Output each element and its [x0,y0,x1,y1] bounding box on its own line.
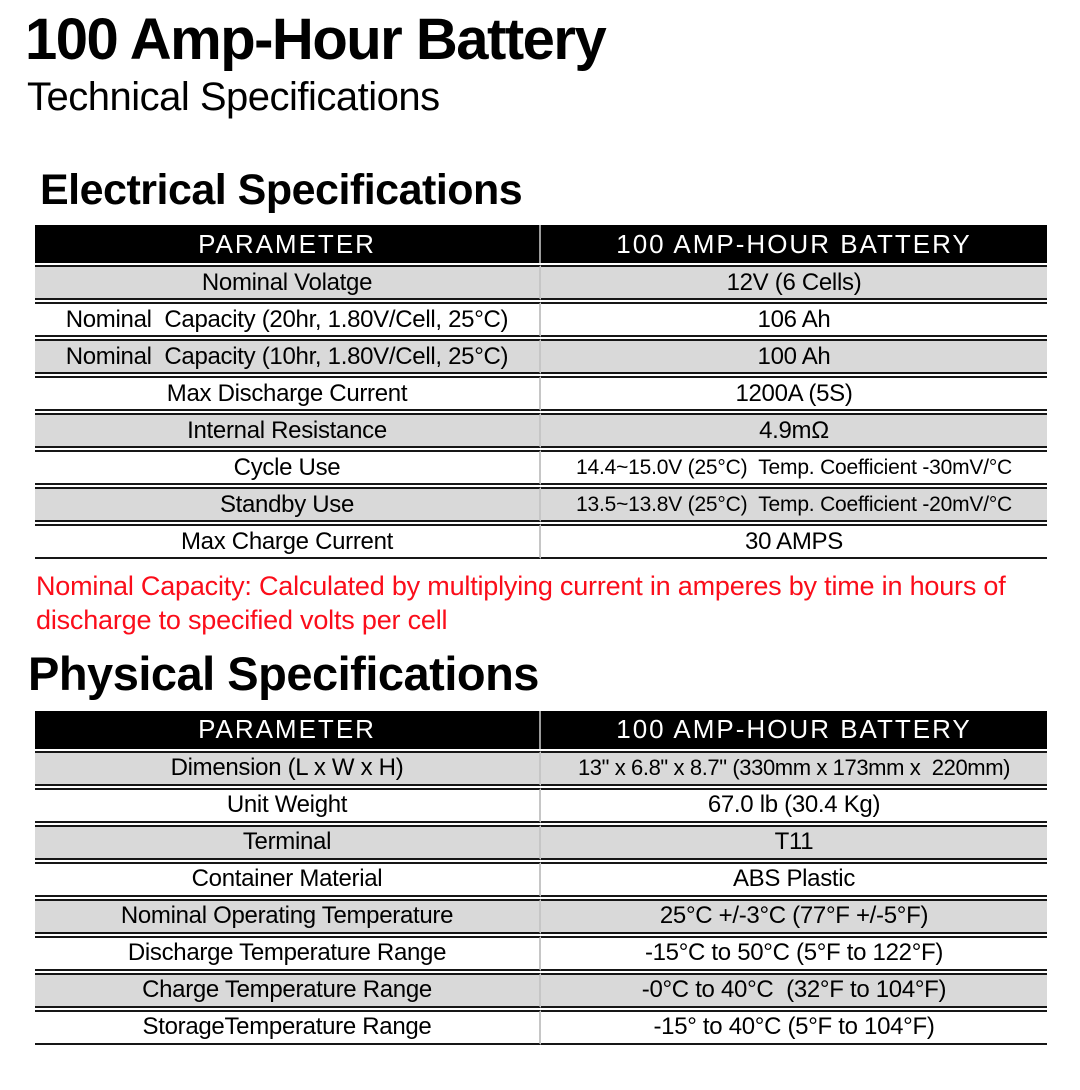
value-cell: -0°C to 40°C (32°F to 104°F) [541,973,1047,1008]
electrical-section-heading: Electrical Specifications [40,166,523,215]
param-cell: Discharge Temperature Range [35,936,541,971]
param-cell: Container Material [35,862,541,897]
param-cell: Max Charge Current [35,524,541,559]
value-cell: 30 AMPS [541,524,1047,559]
column-header-battery: 100 AMP-HOUR BATTERY [541,711,1047,749]
table-row [35,899,1047,934]
value-cell: 100 Ah [541,339,1047,374]
value-cell: 1200A (5S) [541,376,1047,411]
value-cell: T11 [541,825,1047,860]
table-header-row [35,711,1047,749]
value-cell: ABS Plastic [541,862,1047,897]
table-row [35,973,1047,1008]
table-row [35,265,1047,300]
column-header-parameter: PARAMETER [35,711,541,749]
table-row [35,376,1047,411]
table-row [35,339,1047,374]
table-row [35,524,1047,559]
value-cell: 13.5~13.8V (25°C) Temp. Coefficient -20mV/°C [541,487,1047,522]
table-row [35,825,1047,860]
param-cell: Nominal Volatge [35,265,541,300]
param-cell: Cycle Use [35,450,541,485]
value-cell: 106 Ah [541,302,1047,337]
table-row [35,751,1047,786]
param-cell: Unit Weight [35,788,541,823]
table-row [35,936,1047,971]
column-header-battery: 100 AMP-HOUR BATTERY [541,225,1047,263]
column-header-parameter: PARAMETER [35,225,541,263]
spec-sheet [0,7,1080,1090]
page-title: 100 Amp-Hour Battery [25,7,606,72]
value-cell: 67.0 lb (30.4 Kg) [541,788,1047,823]
capacity-note: Nominal Capacity: Calculated by multiplying current in amperes by time in hours of discharge to specified volts per cell [36,571,1006,636]
value-cell: 14.4~15.0V (25°C) Temp. Coefficient -30mV/°C [541,450,1047,485]
param-cell: StorageTemperature Range [35,1010,541,1045]
param-cell: Charge Temperature Range [35,973,541,1008]
value-cell: -15° to 40°C (5°F to 104°F) [541,1010,1047,1045]
table-header-row [35,225,1047,263]
electrical-spec-table [35,223,1047,561]
physical-spec-table [35,709,1047,1047]
table-row [35,788,1047,823]
table-row [35,302,1047,337]
param-cell: Dimension (L x W x H) [35,751,541,786]
param-cell: Nominal Operating Temperature [35,899,541,934]
value-cell: 25°C +/-3°C (77°F +/-5°F) [541,899,1047,934]
value-cell: 13" x 6.8" x 8.7" (330mm x 173mm x 220mm) [541,751,1047,786]
page-subtitle: Technical Specifications [27,75,440,120]
param-cell: Terminal [35,825,541,860]
param-cell: Max Discharge Current [35,376,541,411]
table-row [35,450,1047,485]
value-cell: 12V (6 Cells) [541,265,1047,300]
table-row [35,1010,1047,1045]
value-cell: 4.9mΩ [541,413,1047,448]
param-cell: Standby Use [35,487,541,522]
table-row [35,487,1047,522]
param-cell: Nominal Capacity (20hr, 1.80V/Cell, 25°C) [35,302,541,337]
table-row [35,413,1047,448]
value-cell: -15°C to 50°C (5°F to 122°F) [541,936,1047,971]
table-row [35,862,1047,897]
param-cell: Internal Resistance [35,413,541,448]
param-cell: Nominal Capacity (10hr, 1.80V/Cell, 25°C) [35,339,541,374]
physical-section-heading: Physical Specifications [28,646,539,700]
